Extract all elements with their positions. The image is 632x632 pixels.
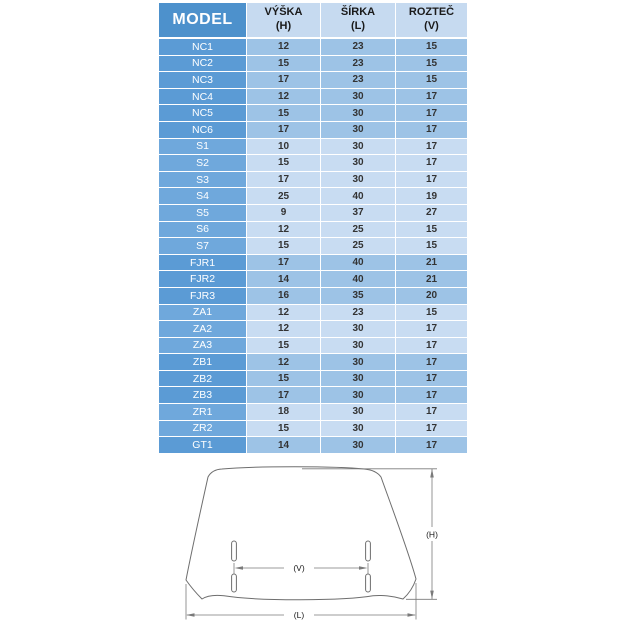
model-cell: NC6 — [159, 121, 247, 138]
column-header-model: MODEL — [159, 3, 247, 39]
height-cell: 17 — [247, 387, 321, 404]
table-row — [159, 387, 468, 404]
column-header-width-label: ŠÍRKA — [340, 6, 376, 19]
height-cell: 15 — [247, 238, 321, 255]
model-cell: S2 — [159, 155, 247, 172]
width-cell: 40 — [321, 188, 396, 205]
spacing-cell: 17 — [396, 155, 468, 172]
table-header — [159, 3, 468, 39]
width-cell: 30 — [321, 354, 396, 371]
width-cell: 30 — [321, 337, 396, 354]
model-cell: ZB3 — [159, 387, 247, 404]
height-cell: 18 — [247, 404, 321, 421]
model-cell: NC2 — [159, 55, 247, 72]
spacing-cell: 21 — [396, 271, 468, 288]
table-row — [159, 437, 468, 454]
model-cell: NC1 — [159, 38, 247, 55]
height-cell: 15 — [247, 55, 321, 72]
width-cell: 35 — [321, 287, 396, 304]
table-row — [159, 204, 468, 221]
spacing-cell: 17 — [396, 88, 468, 105]
width-cell: 23 — [321, 55, 396, 72]
spacing-cell: 17 — [396, 171, 468, 188]
model-cell: S6 — [159, 221, 247, 238]
width-cell: 23 — [321, 38, 396, 55]
table-row — [159, 88, 468, 105]
height-cell: 15 — [247, 105, 321, 122]
model-cell: NC5 — [159, 105, 247, 122]
table-row — [159, 138, 468, 155]
width-cell: 23 — [321, 72, 396, 89]
width-cell: 30 — [321, 155, 396, 172]
spacing-cell: 17 — [396, 321, 468, 338]
table-row — [159, 254, 468, 271]
mounting-slot-bottom-left — [232, 574, 237, 592]
spacing-cell: 15 — [396, 304, 468, 321]
spacing-cell: 15 — [396, 238, 468, 255]
width-cell: 40 — [321, 271, 396, 288]
width-cell: 30 — [321, 437, 396, 454]
column-header-spacing-label: ROZTEČ — [408, 6, 455, 19]
table-row — [159, 188, 468, 205]
table-row — [159, 221, 468, 238]
dimension-v — [234, 563, 368, 574]
dimension-l — [186, 583, 416, 620]
model-cell: FJR1 — [159, 254, 247, 271]
height-cell: 15 — [247, 420, 321, 437]
spacing-cell: 17 — [396, 387, 468, 404]
width-cell: 30 — [321, 121, 396, 138]
table-body — [159, 38, 468, 453]
table-row — [159, 38, 468, 55]
table-row — [159, 404, 468, 421]
height-cell: 12 — [247, 221, 321, 238]
height-cell: 15 — [247, 155, 321, 172]
table-row — [159, 271, 468, 288]
height-cell: 12 — [247, 304, 321, 321]
height-cell: 12 — [247, 38, 321, 55]
windshield-dimensions-table — [158, 2, 468, 454]
height-cell: 12 — [247, 321, 321, 338]
spacing-cell: 27 — [396, 204, 468, 221]
table-row — [159, 287, 468, 304]
dimension-h-label: (H) — [426, 529, 438, 540]
width-cell: 30 — [321, 88, 396, 105]
height-cell: 14 — [247, 437, 321, 454]
spacing-cell: 17 — [396, 105, 468, 122]
model-cell: ZA1 — [159, 304, 247, 321]
spacing-cell: 17 — [396, 354, 468, 371]
height-cell: 14 — [247, 271, 321, 288]
mounting-slot-bottom-right — [366, 574, 371, 592]
width-cell: 30 — [321, 105, 396, 122]
height-cell: 17 — [247, 72, 321, 89]
table-row — [159, 370, 468, 387]
width-cell: 40 — [321, 254, 396, 271]
model-cell: GT1 — [159, 437, 247, 454]
spacing-cell: 21 — [396, 254, 468, 271]
width-cell: 30 — [321, 420, 396, 437]
width-cell: 23 — [321, 304, 396, 321]
height-cell: 12 — [247, 354, 321, 371]
spacing-cell: 17 — [396, 437, 468, 454]
dimension-l-label: (L) — [293, 610, 305, 620]
model-cell: FJR3 — [159, 287, 247, 304]
spacing-cell: 15 — [396, 55, 468, 72]
width-cell: 30 — [321, 321, 396, 338]
table-row — [159, 121, 468, 138]
table-row — [159, 354, 468, 371]
model-cell: NC3 — [159, 72, 247, 89]
width-cell: 37 — [321, 204, 396, 221]
spacing-cell: 17 — [396, 337, 468, 354]
column-header-spacing — [396, 3, 468, 39]
column-header-height — [247, 3, 321, 39]
spacing-cell: 17 — [396, 138, 468, 155]
spacing-cell: 20 — [396, 287, 468, 304]
table-row — [159, 238, 468, 255]
height-cell: 12 — [247, 88, 321, 105]
mounting-slot-top-left — [232, 541, 237, 561]
dimension-h — [302, 469, 442, 600]
width-cell: 30 — [321, 404, 396, 421]
column-header-width — [321, 3, 396, 39]
width-cell: 25 — [321, 221, 396, 238]
spacing-cell: 19 — [396, 188, 468, 205]
table-row — [159, 321, 468, 338]
model-cell: ZB2 — [159, 370, 247, 387]
height-cell: 25 — [247, 188, 321, 205]
height-cell: 17 — [247, 121, 321, 138]
model-cell: ZR2 — [159, 420, 247, 437]
spacing-cell: 17 — [396, 370, 468, 387]
dimension-v-label: (V) — [293, 563, 305, 573]
table-row — [159, 105, 468, 122]
model-cell: ZA2 — [159, 321, 247, 338]
width-cell: 30 — [321, 387, 396, 404]
table-row — [159, 337, 468, 354]
windshield-technical-drawing — [0, 460, 632, 632]
table-row — [159, 304, 468, 321]
column-header-height-sub: (H) — [275, 20, 292, 32]
table-row — [159, 420, 468, 437]
model-cell: ZB1 — [159, 354, 247, 371]
spacing-cell: 15 — [396, 221, 468, 238]
table-row — [159, 72, 468, 89]
model-cell: S5 — [159, 204, 247, 221]
spacing-cell: 15 — [396, 38, 468, 55]
spacing-cell: 17 — [396, 121, 468, 138]
height-cell: 15 — [247, 370, 321, 387]
height-cell: 16 — [247, 287, 321, 304]
column-header-width-sub: (L) — [350, 20, 366, 32]
table-row — [159, 171, 468, 188]
windshield-outline — [186, 467, 416, 600]
column-header-height-label: VÝŠKA — [264, 6, 303, 19]
height-cell: 17 — [247, 171, 321, 188]
height-cell: 9 — [247, 204, 321, 221]
model-cell: ZR1 — [159, 404, 247, 421]
width-cell: 30 — [321, 138, 396, 155]
width-cell: 30 — [321, 370, 396, 387]
width-cell: 30 — [321, 171, 396, 188]
spacing-cell: 17 — [396, 404, 468, 421]
height-cell: 15 — [247, 337, 321, 354]
height-cell: 10 — [247, 138, 321, 155]
column-header-spacing-sub: (V) — [424, 20, 439, 32]
header-row — [159, 3, 468, 39]
table-row — [159, 55, 468, 72]
model-cell: S3 — [159, 171, 247, 188]
table-row — [159, 155, 468, 172]
model-cell: S4 — [159, 188, 247, 205]
model-cell: FJR2 — [159, 271, 247, 288]
model-cell: S7 — [159, 238, 247, 255]
spacing-cell: 17 — [396, 420, 468, 437]
model-cell: S1 — [159, 138, 247, 155]
model-cell: NC4 — [159, 88, 247, 105]
mounting-slot-top-right — [366, 541, 371, 561]
height-cell: 17 — [247, 254, 321, 271]
width-cell: 25 — [321, 238, 396, 255]
model-cell: ZA3 — [159, 337, 247, 354]
spacing-cell: 15 — [396, 72, 468, 89]
